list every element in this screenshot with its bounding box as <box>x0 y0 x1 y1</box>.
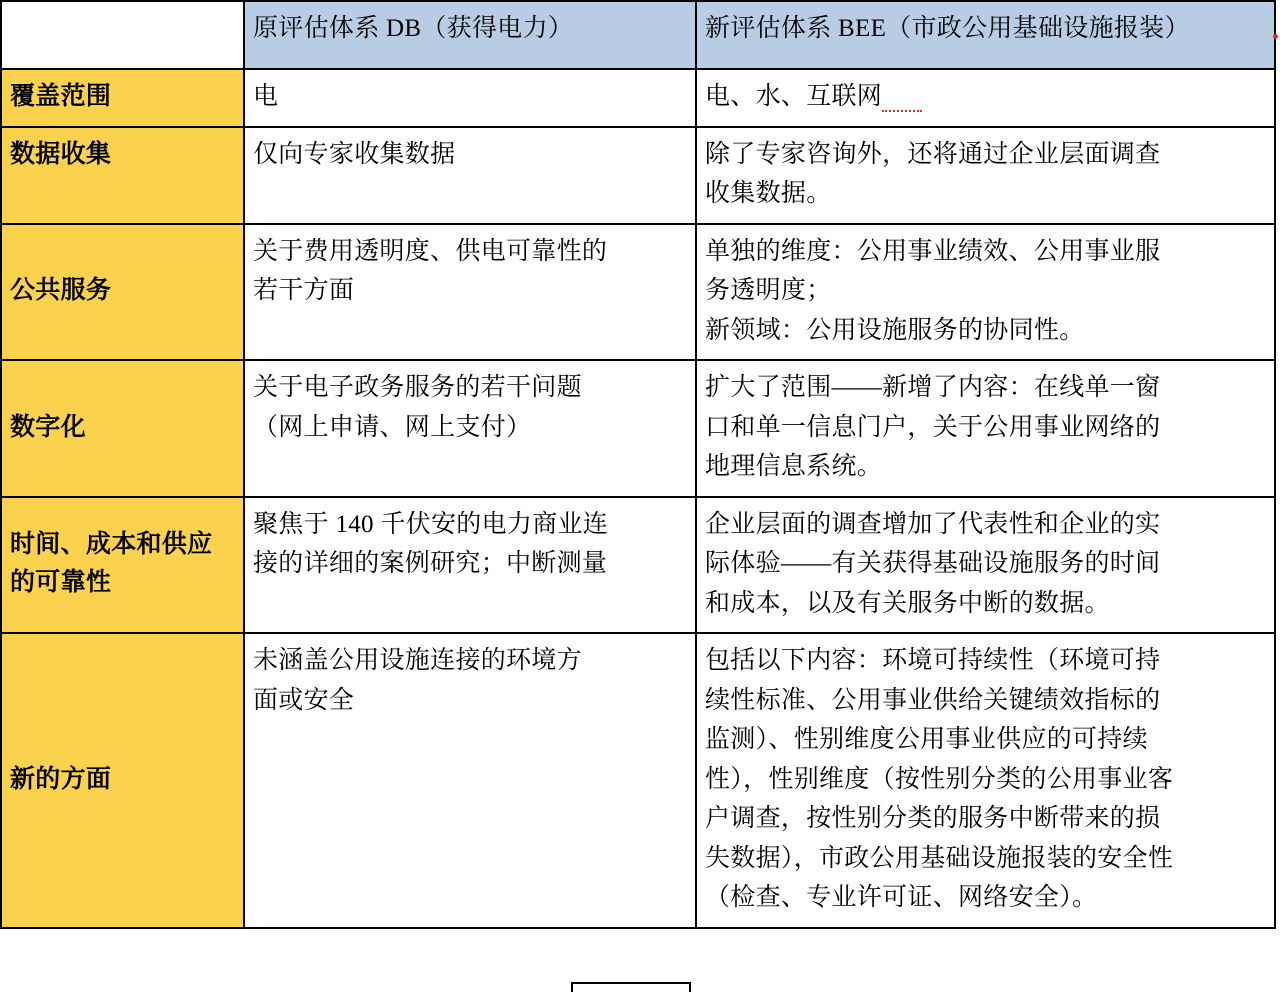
table-row <box>1 633 1275 928</box>
cell-line: 新领域：公用设施服务的协同性。 <box>705 316 1085 344</box>
red-edit-marker <box>1273 34 1278 39</box>
cell-new-time-cost-reliability <box>696 497 1275 634</box>
cell-old-time-cost-reliability <box>244 497 696 634</box>
row-label-new-aspects: 新的方面 <box>1 633 244 928</box>
cell-line: 地理信息系统。 <box>705 453 883 480</box>
row-label-data-collection: 数据收集 <box>1 127 244 224</box>
red-squiggle-mark <box>882 91 924 116</box>
cell-line: 扩大了范围——新增了内容：在线单一窗 <box>705 374 1161 401</box>
cell-line: 户调查，按性别分类的服务中断带来的损 <box>705 805 1161 832</box>
header-new-system: 新评估体系 BEE（市政公用基础设施报装） <box>696 1 1275 69</box>
cell-line: 监测）、性别维度公用事业供应的可持续 <box>705 726 1148 753</box>
cell-new-public-service <box>696 224 1275 361</box>
cell-new-new-aspects <box>696 633 1275 928</box>
cell-line: 收集数据。 <box>705 180 832 207</box>
cell-text: 电、水、互联网 <box>705 83 883 110</box>
cell-old-data-collection <box>244 127 696 224</box>
cell-line <box>705 78 1266 116</box>
row-label-digitalization: 数字化 <box>1 360 244 497</box>
cell-line: 未涵盖公用设施连接的环境方 <box>253 647 582 674</box>
table-row <box>1 69 1275 127</box>
cell-line: 关于费用透明度、供电可靠性的 <box>253 237 608 265</box>
cell-line: 若干方面 <box>253 277 355 304</box>
table-row <box>1 497 1275 634</box>
cell-line: 企业层面的调查增加了代表性和企业的实 <box>705 510 1161 538</box>
cell-line: 接的详细的案例研究；中断测量 <box>253 550 608 577</box>
cell-line: 口和单一信息门户，关于公用事业网络的 <box>705 413 1161 441</box>
header-old-system: 原评估体系 DB（获得电力） <box>244 1 696 69</box>
cell-line: 际体验——有关获得基础设施服务的时间 <box>705 550 1161 577</box>
table-header-row <box>1 1 1275 69</box>
cell-line: 关于电子政务服务的若干问题 <box>253 374 582 401</box>
cell-line: （检查、专业许可证、网络安全）。 <box>705 884 1098 911</box>
cell-old-public-service <box>244 224 696 361</box>
cell-line: 务透明度； <box>705 277 832 304</box>
cell-new-coverage <box>696 69 1275 127</box>
cell-new-data-collection <box>696 127 1275 224</box>
table-row <box>1 360 1275 497</box>
row-label-public-service: 公共服务 <box>1 224 244 361</box>
cell-old-new-aspects <box>244 633 696 928</box>
cell-line: 面或安全 <box>253 686 355 714</box>
row-label-coverage: 覆盖范围 <box>1 69 244 127</box>
cell-line: 和成本，以及有关服务中断的数据。 <box>705 589 1110 617</box>
table-continuation-edge <box>571 982 691 992</box>
cell-new-digitalization <box>696 360 1275 497</box>
cell-old-coverage <box>244 69 696 127</box>
cell-line: 聚焦于 140 千伏安的电力商业连 <box>253 510 609 538</box>
table-row <box>1 127 1275 224</box>
cell-line: 失数据），市政公用基础设施报装的安全性 <box>705 844 1174 872</box>
header-corner-cell <box>1 1 244 69</box>
cell-line: 除了专家咨询外，还将通过企业层面调查 <box>705 140 1161 168</box>
table-row <box>1 224 1275 361</box>
cell-line: 包括以下内容：环境可持续性（环境可持 <box>705 647 1161 674</box>
cell-line: （网上申请、网上支付） <box>253 413 532 441</box>
cell-line: 仅向专家收集数据 <box>253 140 456 168</box>
row-label-time-cost-reliability: 时间、成本和供应的可靠性 <box>1 497 244 634</box>
cell-line: 性），性别维度（按性别分类的公用事业客 <box>705 765 1174 793</box>
cell-line: 续性标准、公用事业供给关键绩效指标的 <box>705 686 1161 714</box>
cell-line: 电 <box>253 83 279 110</box>
cell-old-digitalization <box>244 360 696 497</box>
cell-line: 单独的维度：公用事业绩效、公用事业服 <box>705 237 1161 265</box>
